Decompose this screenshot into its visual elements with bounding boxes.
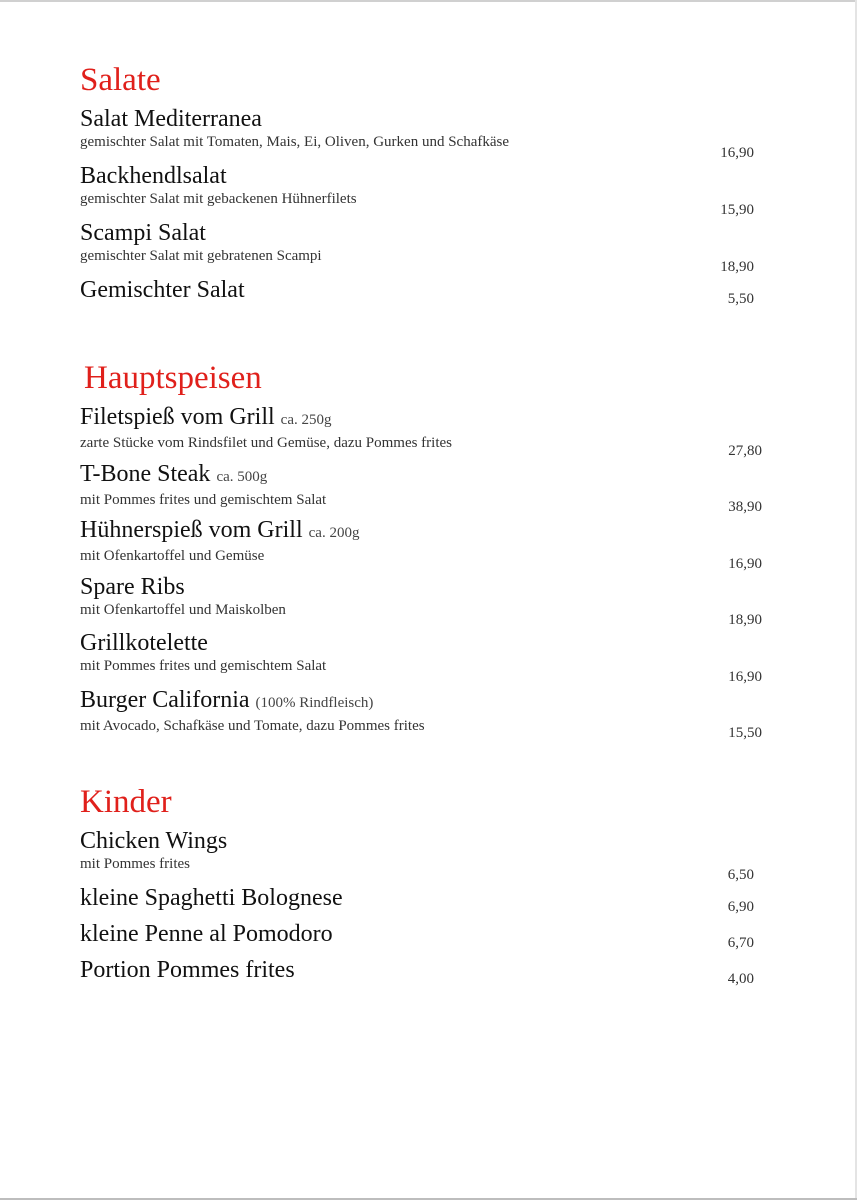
menu-item [80,404,764,461]
item-price: 16,90 [728,668,762,685]
section-salate [80,60,760,311]
item-name: Gemischter Salat [80,277,245,303]
item-name: Burger California [80,686,250,713]
item-description: gemischter Salat mit Tomaten, Mais, Ei, Oliven, Gurken und Schafkäse [80,134,509,150]
menu-item [80,574,764,631]
item-name-row [80,687,764,717]
menu-item [80,957,760,993]
item-name-row [80,517,764,547]
menu-item [80,517,764,574]
item-name-row [80,461,764,491]
item-description: mit Pommes frites [80,856,190,872]
section-title-kinder: Kinder [80,784,172,820]
menu-item [80,921,760,957]
item-description: mit Ofenkartoffel und Gemüse [80,548,265,564]
item-description: mit Pommes frites und gemischtem Salat [80,491,327,508]
item-weight-note: (100% Rindfleisch) [255,694,374,711]
item-weight-note: ca. 500g [216,468,268,485]
item-description: mit Avocado, Schafkäse und Tomate, dazu Pommes frites [80,717,425,734]
menu-item [80,687,764,744]
item-price: 4,00 [727,971,754,987]
item-price: 5,50 [727,291,754,307]
item-price: 15,90 [720,202,754,218]
item-name-row [80,404,764,434]
item-description: mit Ofenkartoffel und Maiskolben [80,601,286,618]
section-kinder [80,782,760,993]
menu-item [80,885,760,921]
item-description: zarte Stücke vom Rindsfilet und Gemüse, dazu Pommes frites [80,435,453,451]
menu-item [80,461,764,518]
item-price: 6,70 [727,935,754,951]
menu-item [80,220,760,277]
item-price: 27,80 [728,442,762,459]
item-name: Grillkotelette [80,630,208,656]
item-description: gemischter Salat mit gebackenen Hühnerfilets [80,191,357,207]
item-name: Chicken Wings [80,828,228,854]
item-price: 16,90 [728,555,762,572]
item-name: Spare Ribs [80,573,185,600]
item-price: 16,90 [720,145,754,161]
item-price: 15,50 [728,725,762,741]
menu-item [80,106,760,163]
item-price: 38,90 [728,499,762,515]
item-name: Hühnerspieß vom Grill [80,517,303,543]
menu-item [80,277,760,311]
item-description: gemischter Salat mit gebratenen Scampi [80,248,322,264]
item-price: 6,90 [727,899,754,915]
item-name: Filetspieß vom Grill [80,404,275,430]
item-name: Backhendlsalat [80,163,227,189]
menu-item [80,630,764,687]
item-name: Salat Mediterranea [80,106,262,132]
item-description: mit Pommes frites und gemischtem Salat [80,658,327,674]
item-name: T-Bone Steak [80,460,211,487]
item-price: 18,90 [728,612,762,628]
menu-item [80,163,760,220]
item-name: kleine Spaghetti Bolognese [80,885,343,911]
item-weight-note: ca. 200g [308,525,360,541]
section-title-hauptspeisen: Hauptspeisen [84,360,262,396]
item-name: Scampi Salat [80,220,206,246]
section-hauptspeisen [80,358,764,743]
menu-item [80,828,760,885]
item-name: kleine Penne al Pomodoro [80,921,333,947]
section-title-salate: Salate [80,62,161,98]
item-price: 18,90 [720,259,754,275]
item-weight-note: ca. 250g [280,412,332,428]
item-name: Portion Pommes frites [80,957,295,983]
item-price: 6,50 [727,867,754,883]
page-top-border [0,0,857,2]
